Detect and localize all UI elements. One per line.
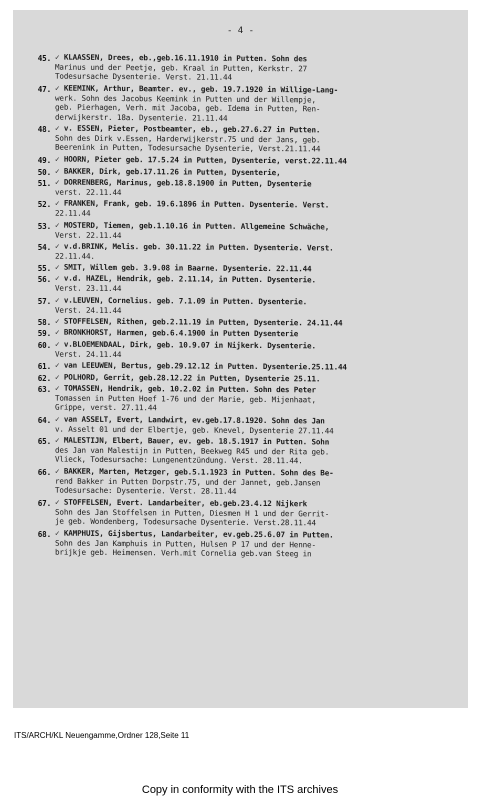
record-entry xyxy=(19,385,462,414)
record-entry xyxy=(19,362,462,372)
entry-line: Sohn des Dirk v.Essen, Harderwijkerstr.75 und der Jans, geb. xyxy=(55,133,321,145)
entry-list xyxy=(19,54,462,561)
entry-text xyxy=(55,274,462,296)
entry-line: ✓ STOFFELSEN, Evert. Landarbeiter, eb.geb.23.4.12 Nijkerk xyxy=(55,497,308,509)
record-entry xyxy=(19,468,462,497)
entry-line: ✓ BAKKER, Dirk, geb.17.11.26 in Putten, Dysenterie, xyxy=(55,166,281,177)
entry-line: Verst. 24.11.44 xyxy=(55,304,122,315)
entry-text xyxy=(55,415,462,437)
entry-line: 22.11.44 xyxy=(55,208,91,218)
record-entry xyxy=(19,530,462,559)
entry-text xyxy=(55,467,462,499)
record-entry xyxy=(19,341,462,360)
record-entry xyxy=(19,125,462,154)
entry-line: Verst. 22.11.44 xyxy=(55,229,122,240)
footer-note: Copy in conformity with the ITS archives xyxy=(141,784,339,796)
entry-line: Sohn des Jan Stoffelsen in Putten, Diesmen H 1 und der Gerrit- xyxy=(55,507,330,519)
entry-line: werk. Sohn des Jacobus Keemink in Putten und der Willempje, xyxy=(55,92,316,104)
entry-line: brijkje geb. Heimensen. Verh.mit Cornelia geb.van Steeg in xyxy=(55,547,312,559)
entry-line: ✓ DORRENBERG, Marinus, geb.18.8.1900 in Putten, Dysenterie xyxy=(55,177,312,189)
entry-line: Verst. 23.11.44 xyxy=(55,283,122,294)
entry-text xyxy=(55,220,462,242)
entry-number: 62. xyxy=(37,373,51,383)
entry-line: Tomassen in Putten Hoef 1-76 und der Marie, geb. Mijenhaat, xyxy=(55,393,316,405)
entry-line: Marinus und der Peetje, geb. Kraal in Putten, Kerkstr. 27 xyxy=(55,62,308,73)
record-entry xyxy=(19,437,462,466)
entry-line: Sohn des Jan Kamphuis in Putten, Hulsen P 17 und der Henne- xyxy=(55,537,316,549)
entry-number: 66. xyxy=(37,468,51,478)
record-entry xyxy=(19,222,462,241)
entry-text xyxy=(55,241,462,263)
entry-text xyxy=(55,166,462,178)
entry-text xyxy=(55,328,462,340)
entry-number: 48. xyxy=(37,125,51,135)
entry-text xyxy=(55,372,462,384)
entry-number: 59. xyxy=(37,329,51,339)
entry-text xyxy=(55,498,462,530)
entry-text xyxy=(55,340,462,362)
record-entry xyxy=(19,499,462,528)
entry-number: 64. xyxy=(37,416,51,426)
record-entry xyxy=(19,329,462,339)
entry-number: 52. xyxy=(37,200,51,210)
entry-line: Vlieck, Todesursache: Lungenentzündung. Verst. 28.11.44. xyxy=(55,455,303,466)
entry-number: 53. xyxy=(37,221,51,231)
entry-line: v. Asselt 01 und der Elbertje, geb. Knevel, Dysenterie 27.11.44 xyxy=(55,424,334,436)
entry-line: ✓ v. ESSEN, Pieter, Postbeamter, eb., geb.27.6.27 in Putten. xyxy=(55,123,321,135)
entry-text xyxy=(55,178,462,200)
entry-number: 49. xyxy=(37,155,51,165)
entry-number: 60. xyxy=(37,341,51,351)
entry-text xyxy=(55,53,462,85)
entry-text xyxy=(55,316,462,328)
entry-text xyxy=(55,83,462,124)
entry-line: ✓ MALESTIJN, Elbert, Bauer, ev. geb. 18.5.1917 in Putten. Sohn xyxy=(55,435,330,447)
entry-line: verst. 22.11.44 xyxy=(55,187,122,197)
record-entry xyxy=(19,156,462,166)
entry-line: ✓ MOSTERD, Tiemen, geb.1.10.16 in Putten. Allgemeine Schwäche, xyxy=(55,220,330,231)
entry-number: 61. xyxy=(37,362,51,372)
entry-line: Grippe, verst. 27.11.44 xyxy=(55,403,157,413)
record-entry xyxy=(19,318,462,328)
entry-line: je geb. Wondenberg, Todesursache Dysenterie. Verst.28.11.44 xyxy=(55,516,316,528)
archive-reference: ITS/ARCH/KL Neuengamme,Ordner 128,Seite 11 xyxy=(14,731,190,740)
entry-text xyxy=(55,124,462,156)
entry-number: 55. xyxy=(37,263,51,273)
record-entry xyxy=(19,416,462,435)
entry-text xyxy=(55,199,462,221)
entry-line: ✓ POLHORD, Gerrit, geb.28.12.22 in Putten, Dysenterie 25.11. xyxy=(55,372,321,384)
entry-line: ✓ STOFFELSEN, Rithen, geb.2.11.19 in Putten, Dysenterie. 24.11.44 xyxy=(55,316,343,328)
entry-line: ✓ v.LEUVEN, Cornelius. geb. 7.1.09 in Putten. Dysenterie. xyxy=(55,295,308,306)
entry-line: ✓ v.d.BRINK, Melis. geb. 30.11.22 in Putten. Dysenterie. Verst. xyxy=(55,241,334,253)
entry-line: ✓ KAMPHUIS, Gijsbertus, Landarbeiter, ev.geb.25.6.07 in Putten. xyxy=(55,528,334,540)
entry-line: geb. Pierhagen, Verh. mit Jacoba, geb. Idema in Putten, Ren- xyxy=(55,102,321,114)
entry-number: 67. xyxy=(37,498,51,508)
entry-number: 57. xyxy=(37,296,51,306)
entry-line: Beerenink in Putten, Todesursache Dysenterie, Verst.21.11.44 xyxy=(55,142,321,154)
page-number: - 4 - xyxy=(226,26,255,36)
entry-number: 65. xyxy=(37,437,51,447)
entry-text xyxy=(55,528,462,560)
entry-line: Verst. 24.11.44 xyxy=(55,349,122,359)
entry-number: 45. xyxy=(37,54,51,63)
entry-text xyxy=(55,295,462,317)
scanned-document xyxy=(13,10,468,708)
entry-text xyxy=(55,436,462,468)
entry-line: ✓ SMIT, Willem geb. 3.9.08 in Baarne. Dysenterie. 22.11.44 xyxy=(55,262,312,274)
record-entry xyxy=(19,243,462,262)
entry-line: rend Bakker in Putten Dorpstr.75, und der Jannet, geb.Jansen xyxy=(55,476,321,488)
record-entry xyxy=(19,275,462,294)
record-entry xyxy=(19,200,462,219)
entry-line: 22.11.44. xyxy=(55,250,95,261)
entry-line: Todesursache Dysenterie. Verst. 21.11.44 xyxy=(55,71,232,83)
record-entry xyxy=(19,54,462,83)
entry-line: des Jan van Malestijn in Putten, Beekweg R45 und der Rita geb. xyxy=(55,445,330,457)
record-entry xyxy=(19,264,462,274)
record-entry xyxy=(19,85,462,123)
entry-line: ✓ TOMASSEN, Hendrik, geb. 10.2.02 in Putten. Sohn des Peter xyxy=(55,383,316,395)
entry-line: ✓ v.BLOEMENDAAL, Dirk, geb. 10.9.07 in Nijkerk. Dysenterie. xyxy=(55,339,316,351)
entry-line: ✓ van ASSELT, Evert, Landwirt, ev.geb.17.8.1920. Sohn des Jan xyxy=(55,414,325,426)
entry-line: ✓ BAKKER, Marten, Metzger, geb.5.1.1923 in Putten. Sohn des Be- xyxy=(55,466,334,478)
entry-text xyxy=(55,384,462,416)
entry-number: 58. xyxy=(37,317,51,327)
entry-line: ✓ BRONKHORST, Harmen, geb.6.4.1900 in Putten Dysenterie xyxy=(55,328,299,339)
entry-line: ✓ FRANKEN, Frank, geb. 19.6.1896 in Putten. Dysenterie. Verst. xyxy=(55,198,330,210)
entry-line: ✓ KLAASSEN, Drees, eb.,geb.16.11.1910 in Putten. Sohn des xyxy=(55,52,308,64)
record-entry xyxy=(19,297,462,316)
record-entry xyxy=(19,168,462,178)
entry-number: 50. xyxy=(37,167,51,177)
entry-line: ✓ v.d. HAZEL, Hendrik, geb. 2.11.14, in Putten. Dysenterie. xyxy=(55,274,316,285)
entry-number: 63. xyxy=(37,385,51,395)
entry-line: Todesursache: Dysenterie. Verst. 28.11.44 xyxy=(55,485,237,497)
entry-line: ✓ KEEMINK, Arthur, Beamter. ev., geb. 19.7.1920 in Willige-Lang- xyxy=(55,83,338,95)
record-entry xyxy=(19,374,462,384)
entry-text xyxy=(55,155,462,167)
record-entry xyxy=(19,179,462,198)
entry-text xyxy=(55,361,462,373)
entry-number: 56. xyxy=(37,275,51,285)
entry-line: derwijkerstr. 18a. Dysenterie. 21.11.44 xyxy=(55,112,228,123)
entry-number: 68. xyxy=(37,529,51,539)
entry-line: ✓ HOORN, Pieter geb. 17.5.24 in Putten, Dysenterie, verst.22.11.44 xyxy=(55,154,347,166)
entry-number: 47. xyxy=(37,84,51,94)
entry-number: 51. xyxy=(37,179,51,189)
entry-line: ✓ van LEEUWEN, Bertus, geb.29.12.12 in Putten. Dysenterie.25.11.44 xyxy=(55,360,347,372)
entry-number: 54. xyxy=(37,242,51,252)
